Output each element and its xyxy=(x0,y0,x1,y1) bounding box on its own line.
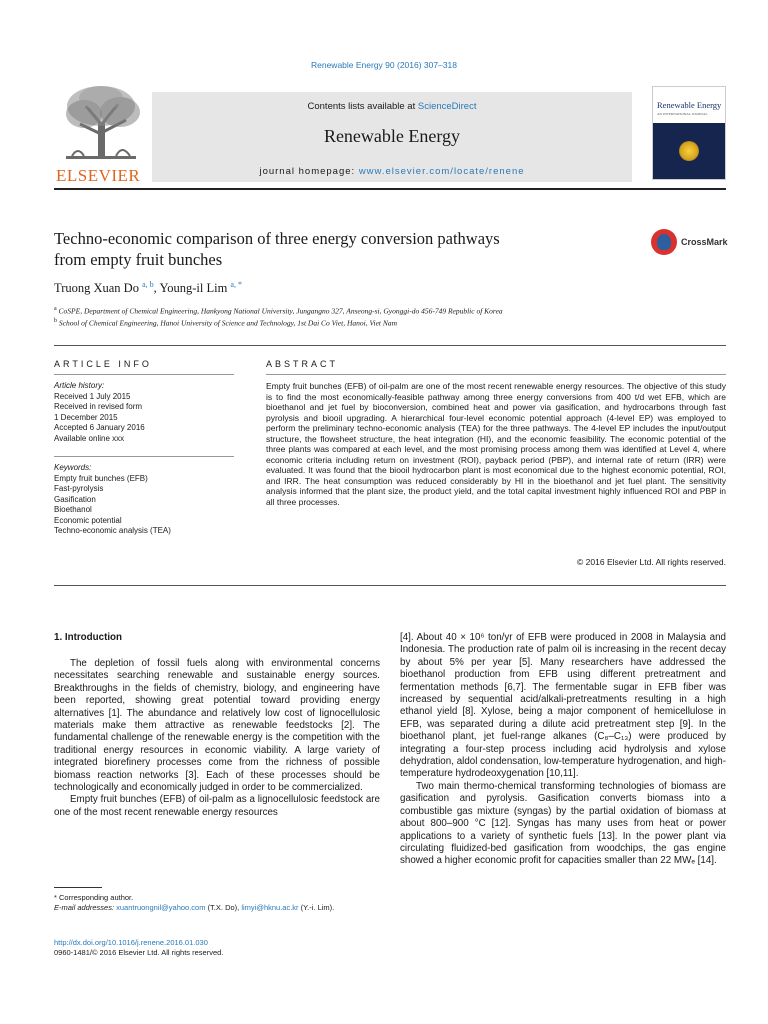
history-item: Received 1 July 2015 xyxy=(54,391,131,401)
author-1-affil[interactable]: a, b xyxy=(142,280,154,289)
email-label: E-mail addresses: xyxy=(54,903,115,912)
contents-prefix: Contents lists available at xyxy=(307,101,418,112)
keyword-item: Economic potential xyxy=(54,515,122,525)
email-owner-2: (Y.-i. Lim). xyxy=(300,903,335,912)
affiliation-a: $^a$ CoSPE, Department of Chemical Engineering, Hankyong National University, Jungangno 327, Anseong-si, Gyonggi-do 456-749 Republic of Korea xyxy=(54,306,503,316)
article-info-heading: ARTICLE INFO xyxy=(54,359,152,369)
keywords xyxy=(54,463,234,537)
journal-reference[interactable]: Renewable Energy 90 (2016) 307–318 xyxy=(310,60,458,70)
crossmark-button[interactable] xyxy=(651,229,728,255)
corresponding-author-note: * Corresponding author. xyxy=(54,893,134,902)
intro-heading: 1. Introduction xyxy=(54,632,123,643)
homepage-prefix: journal homepage: xyxy=(259,166,359,177)
article-info-rule xyxy=(54,374,234,375)
body-rule xyxy=(54,585,726,586)
homepage-link[interactable]: www.elsevier.com/locate/renene xyxy=(358,166,525,177)
history-item: Received in revised form xyxy=(54,402,143,411)
info-rule xyxy=(54,345,726,346)
journal-cover xyxy=(652,86,726,180)
article-history xyxy=(54,381,234,444)
body-left-column xyxy=(54,658,380,819)
issn-line: 0960-1481/© 2016 Elsevier Ltd. All rights reserved. xyxy=(54,948,224,957)
journal-banner xyxy=(152,92,632,182)
author-1: Truong Xuan Do xyxy=(54,281,139,296)
article-title xyxy=(54,228,634,270)
abstract-rule xyxy=(266,374,726,375)
article-title-line2: from empty fruit bunches xyxy=(54,250,223,269)
affiliation-b: $^b$ School of Chemical Engineering, Hanoi University of Science and Technology, 1st Dai Co Viet, Hanoi, Viet Nam xyxy=(54,318,398,328)
author-separator: , xyxy=(153,281,160,296)
elsevier-wordmark: ELSEVIER xyxy=(56,166,141,185)
article-title-line1: Techno-economic comparison of three energy conversion pathways xyxy=(54,229,500,248)
keyword-item: Fast-pyrolysis xyxy=(54,484,104,493)
contents-line xyxy=(152,101,632,112)
header-rule xyxy=(54,188,726,190)
journal-title: Renewable Energy xyxy=(323,126,461,146)
email-link-2[interactable]: limyi@hknu.ac.kr xyxy=(241,903,299,912)
history-item: 1 December 2015 xyxy=(54,412,118,422)
doi-block xyxy=(54,938,223,958)
doi-link[interactable]: http://dx.doi.org/10.1016/j.renene.2016.01.030 xyxy=(54,938,208,947)
email-owner-1: (T.X. Do), xyxy=(207,903,240,912)
keyword-item: Bioethanol xyxy=(54,505,92,514)
abstract-text: Empty fruit bunches (EFB) of oil-palm are one of the most recent renewable energy resources. The objective of this study is to find the most economically-feasible pathway among three energy conversions from 400 t/d wet EFB, which are bioethanol and jet fuel by bioconversion, combined heat and power via gasification, and hydrocarbons through fast pyrolysis and biooil upgrading. A hierarchical four-level economic potential approach (4-level EP) was employed to perform the preliminary techno-economic analysis (TEA) for the three pathways. The 4-level EP includes the input/output structure, the flowsheet structure, the heat integration (HI), and the economic feasibility. The economic potential of the three plants was compared at each level, and the most promising process among them was identified at Level 4, where economic criteria including return on investment (ROI), payback period (PBP), and internal rate of return (IRR) were evaluated. It was found that the biooil hydrocarbon plant is most economical due to the highest economic potential, ROI, and IRR. The heat consumption was reduced considerably by HI in the bioethanol and jet fuel plant. The sensitivity analysis informed that the plant size, the product yield, and the total capital investment highly influenced ROI and PBP in all three processes. xyxy=(266,381,726,507)
crossmark-icon xyxy=(651,229,677,255)
keyword-item: Techno-economic analysis (TEA) xyxy=(54,526,171,535)
journal-header xyxy=(54,84,726,184)
info-separator xyxy=(54,456,234,457)
elsevier-logo xyxy=(54,84,150,185)
history-item: Accepted 6 January 2016 xyxy=(54,423,145,432)
abstract-copyright: © 2016 Elsevier Ltd. All rights reserved. xyxy=(577,557,726,567)
author-list xyxy=(54,280,242,296)
history-label: Article history: xyxy=(54,381,105,390)
cover-sun-icon xyxy=(679,141,699,161)
keywords-label: Keywords: xyxy=(54,463,92,472)
email-link-1[interactable]: xuantruongnil@yahoo.com xyxy=(116,903,206,912)
body-right-column xyxy=(400,632,726,868)
email-footnote xyxy=(54,903,380,913)
intro-paragraph: Two main thermo-chemical transforming technologies of biomass are gasification and pyrolysis. Gasification converts biomass into a combustible gas mixture (syngas) by the partial oxidation of biomass at about 800–900 °C [12]. Syngas has many uses from heat or power applications to a variety of synthetic fuels [13]. In the power plant via circulating fluidized-bed gasification from woodchips, the gas engine showed a higher economic profit for capacities smaller than 22 MWₑ [14]. xyxy=(400,780,726,867)
cover-subtitle: AN INTERNATIONAL JOURNAL xyxy=(657,112,708,116)
abstract-heading: ABSTRACT xyxy=(266,359,339,369)
keyword-item: Gasification xyxy=(54,494,96,504)
keyword-item: Empty fruit bunches (EFB) xyxy=(54,473,148,483)
homepage-line xyxy=(152,166,632,177)
elsevier-tree-icon xyxy=(58,84,144,164)
history-item: Available online xxx xyxy=(54,433,125,443)
sciencedirect-link[interactable]: ScienceDirect xyxy=(417,101,477,112)
intro-paragraph: [4]. About 40 × 10⁶ ton/yr of EFB were produced in 2008 in Malaysia and Indonesia. The production rate of palm oil is increasing in the recent decay by about 5% per year [5]. Many researchers have addressed the bioethanol production from EFB using different pretreatment and fermentation methods [6,7]. The fermentable sugar in EFB fiber was increased by sequential acid/alkali-pretreatments resulting in a high ethanol yield [8]. Xylose, being a major component of hemicellulose in EFB, was separated during a dilute acid pretreatment step [9]. In the bioethanol plant, jet fuel-range alkanes (C₈–C₁₃) were produced by integrating a four-step process including acid hydrolysis and xylose dehydration, aldol condensation, low-temperature hydrogenation, and high-temperature hydrodeoxygenation [10,11]. xyxy=(400,632,726,780)
author-2-affil[interactable]: a, * xyxy=(230,280,242,289)
author-2: Young-il Lim xyxy=(159,281,228,296)
cover-title: Renewable Energy xyxy=(657,100,722,110)
intro-paragraph: Empty fruit bunches (EFB) of oil-palm as a lignocellulosic feedstock are one of the most recent renewable energy resources xyxy=(54,794,380,818)
crossmark-label: CrossMark xyxy=(681,237,728,247)
footnote-rule xyxy=(54,887,102,888)
intro-paragraph: The depletion of fossil fuels along with environmental concerns necessitates searching renewable and sustainable energy sources. Breakthroughs in the fields of chemistry, biology, and engineering have been reported, showing great potential toward providing energy alternatives [1]. The abundance and relatively low cost of lignocellulosic materials make them attractive as renewable feedstocks [2]. The fundamental challenge of the renewable energy is the competition with the traditional energy resources in economic viability. A large variety of integrated biorefinery processes come from the richness of possible biomass reaction networks [3]. Each of these processes should be technologically and economically judged in order to be commercialized. xyxy=(54,658,380,794)
